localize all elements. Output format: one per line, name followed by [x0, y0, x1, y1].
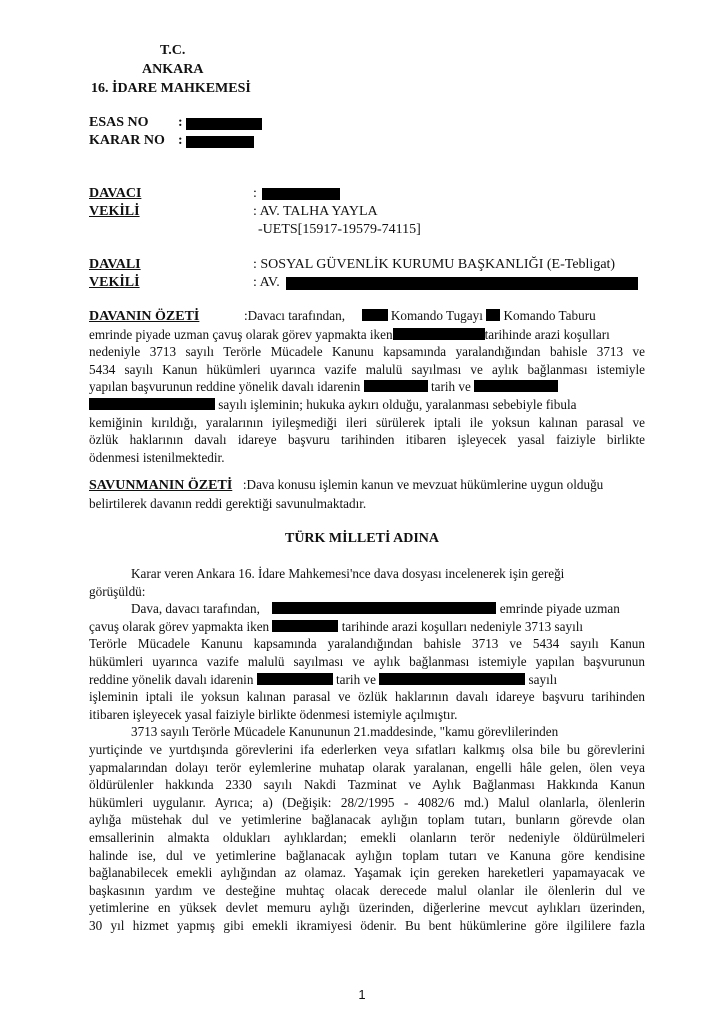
davanin-ozeti-line-3: nedeniyle 3713 sayılı Terörle Mücadele Kanunu kapsamında yaralandığından bahisle 3713 ve [89, 344, 645, 360]
karar-redaction [186, 136, 254, 148]
davaci-vekili-value: : AV. TALHA YAYLA [253, 204, 378, 219]
body-line: itibaren işleyecek yasal faiziyle birlikte ödenmesi istemiyle açılmıştır. [89, 706, 458, 722]
body-line: Terörle Mücadele Kanunu kapsamında yaralandığından bahisle 3713 ve 5434 sayılı Kanun [89, 636, 645, 652]
davanin-ozeti-line-4: 5434 sayılı Kanun hükümleri uyarınca vazife malulü sayılması ve aylık bağlanması istemiyle [89, 361, 645, 377]
davanin-ozeti-line-9: ödenmesi istenilmektedir. [89, 449, 225, 465]
body-line: görüşüldü: [89, 583, 146, 599]
davanin-ozeti-label: DAVANIN ÖZETİ [89, 309, 200, 324]
davaci-label: DAVACI [89, 186, 142, 201]
esas-sep: : [178, 115, 183, 130]
davanin-ozeti-section [89, 307, 645, 466]
body-line [89, 618, 645, 636]
text-span: emrinde piyade uzman çavuş olarak görev yapmakta iken [89, 326, 393, 342]
body-line: 30 yıl hizmet yapmış gibi emekli ikramiyesi ödenir. Bu bent hükümlerine göre ilgililere fazla [89, 917, 645, 933]
davanin-ozeti-line-1 [89, 307, 645, 326]
text-span: sayılı işleminin; hukuka aykırı olduğu, yaralanması sebebiyle fibula [218, 396, 577, 412]
court-name: 16. İDARE MAHKEMESİ [91, 81, 251, 96]
davaci-vekili-uets: -UETS[15917-19579-74115] [258, 222, 421, 237]
decision-body [89, 565, 645, 934]
davanin-ozeti-line-2 [89, 326, 645, 344]
davali-vekili-value: : AV. [253, 275, 280, 290]
body-line: yurtiçinde ve yurtdışında görevlerini ifa ederlerken veya sıfatları kalkmış olsa bile bu görevlerini [89, 741, 645, 757]
redaction [379, 673, 525, 685]
davali-value: : SOSYAL GÜVENLİK KURUMU BAŞKANLIĞI (E-Tebligat) [253, 257, 616, 272]
body-line: Karar veren Ankara 16. İdare Mahkemesi'nce dava dosyası incelenerek işin gereği [131, 566, 565, 581]
davali-vekili-redaction [286, 277, 638, 290]
davaci-sep: : [253, 186, 257, 201]
text-span: emrinde piyade uzman [499, 601, 620, 617]
karar-label: KARAR NO [89, 133, 165, 148]
davanin-ozeti-line-6 [89, 396, 645, 414]
text-span: tarih ve [336, 671, 376, 687]
body-line [89, 600, 645, 618]
body-line: hükümleri uyarınca vazife malulü sayılması ve aylık bağlanması istemiyle yapılan başvurunun [89, 653, 645, 669]
redaction [257, 673, 333, 685]
davanin-ozeti-line-5 [89, 378, 645, 396]
body-line: 3713 sayılı Terörle Mücadele Kanununun 21.maddesinde, "kamu görevlilerinden [131, 724, 559, 740]
redaction [272, 620, 338, 632]
text-span: Dava, davacı tarafından, [131, 601, 260, 617]
savunmanin-ozeti-label: SAVUNMANIN ÖZETİ [89, 478, 233, 493]
body-line: emsallerinin almakta oldukları aylıklardan; emekli olanların terör nedeniyle öldürülmeleri [89, 829, 645, 845]
body-line: işleminin iptali ile yoksun kalınan parasal ve özlük haklarının davalı idareye başvuru tarihinden [89, 689, 645, 705]
savunmanin-ozeti-line-1 [89, 476, 645, 495]
text-span: tarihinde arazi koşulları [484, 326, 610, 342]
redaction [272, 602, 496, 614]
redaction [89, 398, 215, 410]
davaci-redaction [262, 188, 340, 200]
redaction [362, 309, 388, 321]
davali-vekili-label: VEKİLİ [89, 275, 140, 290]
davaci-vekili-label: VEKİLİ [89, 204, 140, 219]
davanin-ozeti-line-7: kemiğinin kırıldığı, yaralarının iyileşmediği ileri sürülerek iptali ile yoksun kalınan parasal ve [89, 414, 645, 430]
redaction [486, 309, 500, 321]
body-line: öldürülenler hakkında 2330 sayılı Nakdi Tazminat ve Aylık Bağlanması Hakkında Kanun [89, 777, 645, 793]
text-span: reddine yönelik davalı idarenin [89, 671, 254, 687]
text-span: tarihinde arazi koşulları nedeniyle 3713 sayılı [341, 618, 584, 634]
savunmanin-ozeti-section [89, 476, 645, 512]
davanin-ozeti-line-8: özlük haklarının davalı idareye başvuru tarihinden itibaren işleyecek yasal faiziyle birlikte [89, 432, 645, 448]
esas-label: ESAS NO [89, 115, 149, 130]
text-span: çavuş olarak görev yapmakta iken [89, 618, 270, 634]
text-span: tarih ve [430, 379, 471, 395]
body-line: aylığa müstehak dul ve yetimlerine bağlanacak aylığın toplam tutarı, bunların görevde olan [89, 812, 645, 828]
davali-label: DAVALI [89, 257, 141, 272]
text-span: :Dava konusu işlemin kanun ve mevzuat hükümlerine uygun olduğu [242, 477, 604, 492]
text-span: Komando Taburu [503, 308, 596, 323]
body-line: başkasının yardım ve desteğine muhtaç olacak derecede malul olanlar ile ölenlerin dul ve [89, 882, 645, 898]
savunmanin-ozeti-line-2: belirtilerek davanın reddi gerektiği savunulmaktadır. [89, 495, 367, 511]
redaction [393, 328, 485, 340]
court-city: ANKARA [142, 62, 204, 77]
text-span: sayılı [528, 671, 558, 687]
body-line: halinde ise, dul ve yetimlerine bağlanacak aylığın toplam tutarı ve Kanuna göre kendisine [89, 847, 645, 863]
redaction [474, 380, 558, 392]
court-country: T.C. [160, 43, 186, 58]
body-line: bağlanabilecek emekli aylığından az olamaz. Yaşamak için gereken hareketleri yapamayacak ve [89, 865, 645, 881]
text-span: Komando Tugayı [390, 308, 483, 323]
body-line [89, 671, 645, 689]
karar-sep: : [178, 133, 183, 148]
body-line: yetimlerine en yüksek devlet memuru aylığı üzerinden, diğerlerine mevcut aylıkları üzerinden, [89, 900, 645, 916]
davanin-ozeti-text: :Davacı tarafından, [243, 308, 346, 323]
body-line: hükümleri uygulanır. Ayrıca; a) (Değişik: 28/2/1995 - 4082/6 md.) Malul olanlarla, ölenlerin [89, 794, 645, 810]
body-line: yapmalarından dolayı terör eylemlerine muhatap olarak yaralanan, engelli hâle gelen, ölen veya [89, 759, 645, 775]
esas-redaction [186, 118, 262, 130]
decision-title: TÜRK MİLLETİ ADINA [284, 531, 440, 546]
page-number: 1 [358, 987, 366, 1002]
redaction [364, 380, 428, 392]
text-span: yapılan başvurunun reddine yönelik davalı idarenin [89, 379, 361, 395]
